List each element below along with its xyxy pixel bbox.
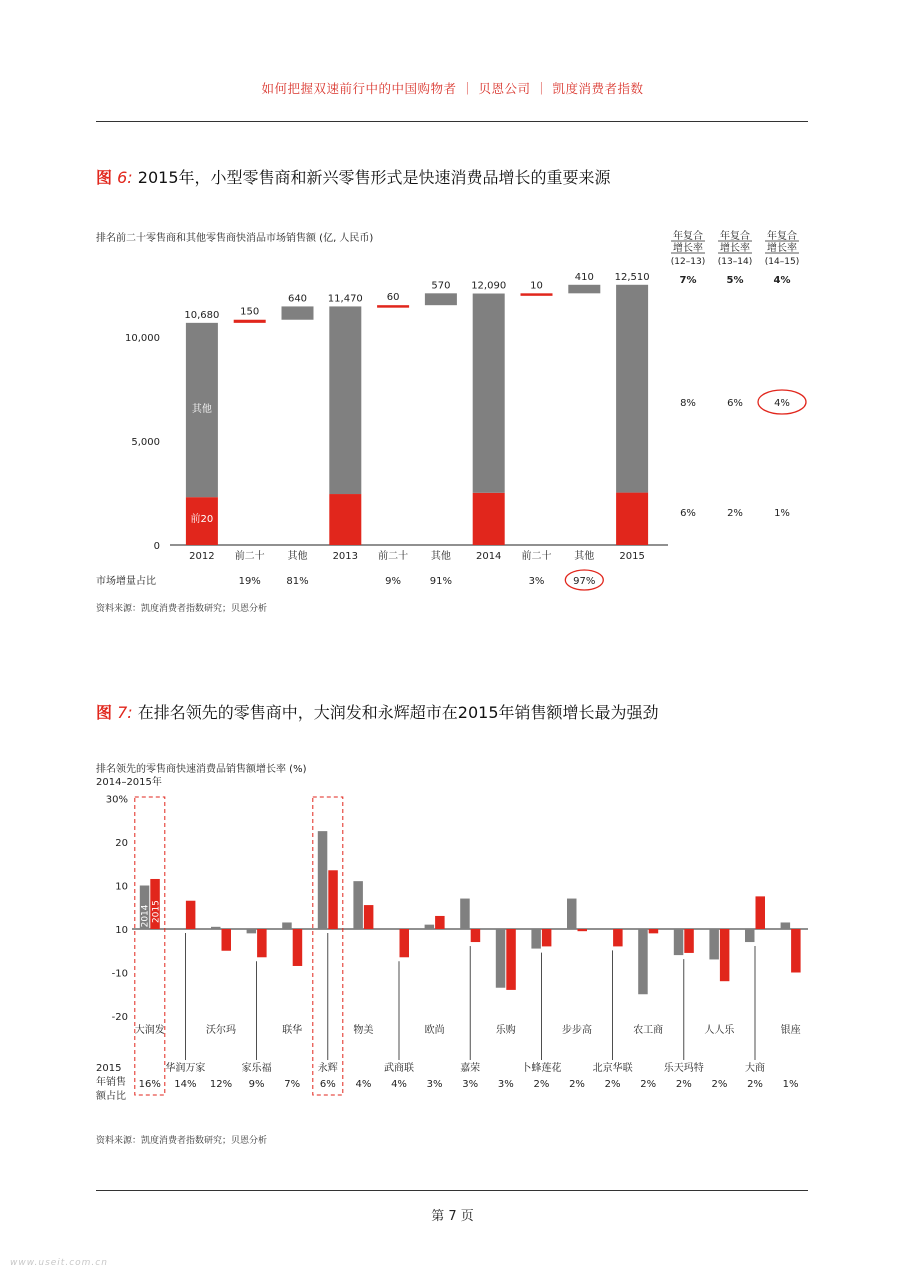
page-number: 第 7 页	[431, 1209, 474, 1224]
retailer-label: 农工商	[633, 1025, 664, 1036]
bar-2014	[745, 929, 755, 942]
share-value: 7%	[284, 1079, 301, 1090]
share-value: 2%	[747, 1079, 763, 1090]
market-share-value: 91%	[429, 576, 453, 587]
bar-label-other: 其他	[191, 403, 212, 415]
bar-2015	[222, 929, 232, 951]
x-category-label: 其他	[430, 551, 451, 562]
figure6-label: 图	[96, 168, 113, 187]
retailer-label: 乐购	[495, 1025, 516, 1036]
bar-2014	[674, 929, 684, 955]
cagr-header-line2: 增长率	[720, 243, 750, 254]
market-share-value: 19%	[238, 576, 261, 587]
retailer-label: 嘉荣	[460, 1063, 481, 1074]
share-value: 3%	[426, 1079, 443, 1090]
total-label: 11,470	[327, 293, 363, 305]
bar-2014	[567, 899, 577, 929]
cagr-value: 8%	[680, 398, 696, 409]
share-value: 9%	[248, 1079, 265, 1090]
share-value: 4%	[355, 1079, 372, 1090]
share-label: 年销售	[96, 1077, 126, 1088]
share-label: 2015	[96, 1063, 122, 1074]
total-label: 10	[530, 280, 543, 292]
y-tick-label: 10	[115, 881, 128, 893]
total-label: 12,090	[471, 280, 507, 292]
bar-2014	[211, 927, 221, 929]
share-value: 2%	[569, 1079, 585, 1090]
retailer-label: 步步高	[562, 1025, 592, 1036]
cagr-value: 2%	[727, 508, 743, 519]
bar-2015	[684, 929, 694, 953]
y-tick-label: 0	[153, 541, 160, 552]
bar-2015	[186, 901, 196, 929]
retailer-label: 永辉	[317, 1063, 338, 1074]
bar-2015	[364, 905, 374, 929]
figure7-subtitle: 排名领先的零售商快速消费品销售额增长率 (%)	[96, 764, 307, 775]
retailer-label: 家乐福	[241, 1063, 272, 1074]
figure6-number: 6:	[117, 168, 133, 187]
y-tick-label: -20	[111, 1012, 128, 1023]
bar-2014	[282, 922, 292, 929]
bar-2014	[318, 831, 328, 929]
cagr-header-period: (12–13)	[670, 257, 706, 267]
share-value: 1%	[782, 1079, 799, 1090]
bar-2014	[496, 929, 506, 988]
figure7-source: 资料来源：凯度消费者指数研究；贝恩分析	[96, 1136, 268, 1146]
cagr-value: 1%	[774, 508, 790, 519]
retailer-label: 沃尔玛	[206, 1025, 236, 1036]
share-value: 3%	[462, 1079, 479, 1090]
bar-2015	[257, 929, 267, 957]
total-label: 570	[431, 280, 451, 292]
bar-2014	[247, 929, 257, 933]
x-category-label: 前二十	[234, 551, 265, 562]
retailer-label: 银座	[780, 1025, 801, 1036]
footer-divider	[96, 1190, 808, 1191]
y-tick-label: 10,000	[125, 333, 160, 344]
bar-2014	[531, 929, 541, 949]
cagr-header-line2: 增长率	[767, 243, 797, 254]
bar-2014	[425, 925, 435, 929]
legend-2014: 2014	[140, 904, 151, 928]
retailer-label: 北京华联	[592, 1063, 633, 1074]
bar-2015	[791, 929, 801, 973]
figure7-number: 7:	[117, 703, 133, 722]
bar-2015	[542, 929, 552, 946]
cagr-value: 5%	[726, 275, 744, 286]
x-category-label: 2015	[619, 551, 645, 562]
bar-2015	[578, 929, 588, 931]
x-category-label: 2014	[475, 551, 502, 562]
cagr-value: 6%	[727, 398, 743, 409]
cagr-value: 4%	[774, 398, 790, 409]
figure6-subtitle: 排名前二十零售商和其他零售商快消品市场销售额 (亿, 人民币)	[96, 233, 374, 244]
share-value: 12%	[209, 1079, 233, 1090]
x-category-label: 前二十	[378, 551, 409, 562]
retailer-label: 大商	[745, 1063, 765, 1074]
share-value: 2%	[604, 1079, 621, 1090]
y-tick-label: 20	[115, 838, 128, 849]
y-tick-label: 5,000	[131, 437, 160, 448]
share-value: 14%	[174, 1079, 197, 1090]
share-value: 2%	[533, 1079, 550, 1090]
total-label: 150	[240, 306, 260, 318]
share-value: 6%	[319, 1079, 336, 1090]
cagr-value: 7%	[679, 275, 697, 286]
cagr-value: 4%	[773, 275, 791, 286]
cagr-header-line1: 年复合	[767, 231, 797, 242]
share-value: 16%	[138, 1079, 161, 1090]
cagr-header-line2: 增长率	[673, 243, 703, 254]
retailer-label: 物美	[353, 1025, 374, 1036]
bar-2015	[613, 929, 623, 946]
cagr-header-period: (13–14)	[717, 257, 753, 267]
cagr-header-line1: 年复合	[720, 231, 750, 242]
cagr-value: 6%	[680, 508, 696, 519]
figure6-source: 资料来源：凯度消费者指数研究；贝恩分析	[96, 604, 268, 614]
market-share-value: 97%	[573, 576, 596, 587]
legend-2015: 2015	[151, 900, 162, 924]
bar-2015	[293, 929, 303, 966]
x-category-label: 其他	[287, 551, 308, 562]
share-value: 2%	[711, 1079, 728, 1090]
retailer-label: 人人乐	[704, 1025, 735, 1036]
retailer-label: 大润发	[134, 1025, 165, 1036]
share-value: 4%	[391, 1079, 407, 1090]
bar-2014	[638, 929, 648, 994]
retailer-label: 武商联	[384, 1063, 414, 1074]
figure7-title-text: 在排名领先的零售商中，大润发和永辉超市在2015年销售额增长最为强劲	[137, 703, 659, 722]
market-share-value: 3%	[528, 576, 545, 587]
total-label: 10,680	[184, 309, 220, 321]
x-category-label: 其他	[574, 551, 595, 562]
page-header: 如何把握双速前行中的中国购物者 ｜ 贝恩公司 ｜ 凯度消费者指数	[261, 81, 644, 96]
watermark: www.useit.com.cn	[10, 1258, 108, 1268]
bar-2014	[353, 881, 363, 929]
bar-2015	[756, 896, 766, 929]
retailer-label: 联华	[282, 1025, 303, 1036]
retailer-label: 华润万家	[165, 1063, 206, 1074]
bar-2015	[649, 929, 659, 933]
bar-label-top20: 前20	[190, 514, 214, 526]
bar-2014	[781, 922, 791, 929]
x-category-label: 2012	[189, 551, 215, 562]
retailer-label: 欧尚	[424, 1025, 445, 1036]
bar-2014	[460, 899, 470, 929]
bar-2015	[506, 929, 516, 990]
total-label: 12,510	[614, 271, 650, 283]
y-tick-label: 10	[115, 925, 128, 936]
retailer-label: 乐天玛特	[663, 1063, 704, 1074]
figure7-label: 图	[96, 703, 113, 722]
highlight-box-dalunfa	[135, 797, 165, 1095]
y-tick-label: -10	[111, 968, 128, 980]
bar-2015	[471, 929, 481, 942]
total-label: 410	[574, 271, 594, 283]
cagr-header-line1: 年复合	[673, 231, 703, 242]
figure7-subtitle2: 2014–2015年	[96, 777, 162, 788]
x-category-label: 前二十	[521, 551, 552, 562]
bar-2015	[720, 929, 730, 981]
retailer-label: 卜蜂莲花	[521, 1063, 562, 1074]
market-share-value: 81%	[286, 576, 309, 587]
share-value: 3%	[497, 1079, 514, 1090]
share-value: 2%	[675, 1079, 692, 1090]
bar-2015	[400, 929, 410, 957]
share-label: 额占比	[96, 1091, 126, 1102]
bar-2014	[709, 929, 719, 959]
market-share-label: 市场增量占比	[96, 576, 156, 587]
share-value: 2%	[640, 1079, 657, 1090]
total-label: 60	[386, 292, 400, 304]
x-category-label: 2013	[332, 551, 359, 562]
y-tick-label: 30%	[105, 794, 128, 806]
cagr-header-period: (14–15)	[764, 257, 800, 267]
bar-2015	[328, 870, 338, 929]
figure6-title-text: 2015年，小型零售商和新兴零售形式是快速消费品增长的重要来源	[137, 168, 611, 187]
market-share-value: 9%	[385, 576, 402, 587]
total-label: 640	[287, 293, 308, 305]
bar-2015	[435, 916, 445, 929]
